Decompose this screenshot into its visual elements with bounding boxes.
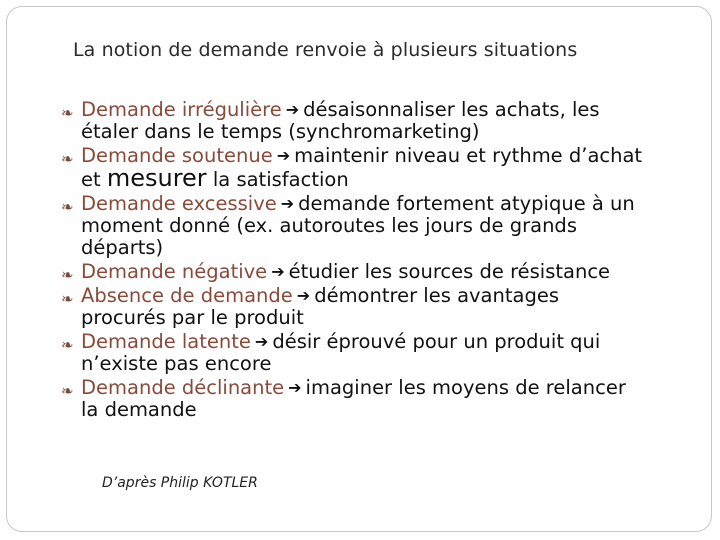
flourish-bullet-icon: ❧ — [61, 336, 74, 354]
demand-term: Demande soutenue — [81, 144, 273, 167]
item-text: et — [81, 168, 107, 191]
item-description: désaisonnaliser les achats, les — [303, 98, 600, 121]
item-description: étaler dans le temps (synchromarketing) — [81, 120, 480, 143]
item-description: étudier les sources de résistance — [288, 260, 611, 283]
slide-title: La notion de demande renvoie à plusieurs situations — [73, 39, 578, 61]
demand-term: Demande déclinante — [81, 376, 285, 399]
demand-term: Absence de demande — [81, 284, 293, 307]
list-item — [59, 99, 719, 143]
flourish-bullet-icon: ❧ — [61, 150, 74, 168]
item-description: la demande — [81, 398, 197, 421]
list-item — [59, 285, 719, 329]
right-arrow-icon: ➔ — [296, 286, 311, 305]
right-arrow-icon: ➔ — [271, 262, 285, 281]
emphasized-word: mesurer — [106, 164, 207, 192]
item-description: n’existe pas encore — [81, 352, 272, 375]
right-arrow-icon: ➔ — [288, 378, 302, 397]
item-description: maintenir niveau et rythme d’achat — [294, 144, 643, 167]
item-description: imaginer les moyens de relancer — [305, 376, 626, 399]
demand-term: Demande négative — [81, 260, 268, 283]
flourish-bullet-icon: ❧ — [61, 382, 74, 400]
list-item — [59, 331, 719, 375]
item-description: moment donné (ex. autoroutes les jours de grands — [81, 214, 577, 237]
right-arrow-icon: ➔ — [254, 332, 269, 351]
flourish-bullet-icon: ❧ — [61, 198, 74, 216]
right-arrow-icon: ➔ — [285, 100, 300, 119]
item-description — [81, 164, 719, 192]
list-item — [59, 145, 719, 191]
list-item — [59, 193, 719, 259]
item-text: la satisfaction — [206, 168, 349, 191]
item-description: départs) — [81, 236, 164, 259]
right-arrow-icon: ➔ — [276, 146, 291, 165]
item-description: désir éprouvé pour un produit qui — [272, 330, 601, 353]
list-item — [59, 377, 719, 421]
bullet-list — [59, 99, 719, 423]
right-arrow-icon: ➔ — [280, 194, 295, 213]
slide — [6, 6, 712, 532]
source-citation: D’après Philip KOTLER — [102, 475, 258, 491]
flourish-bullet-icon: ❧ — [61, 104, 74, 122]
item-description: procurés par le produit — [81, 306, 304, 329]
flourish-bullet-icon: ❧ — [61, 290, 74, 308]
demand-term: Demande latente — [81, 330, 251, 353]
demand-term: Demande irrégulière — [81, 98, 282, 121]
list-item — [59, 261, 719, 283]
demand-term: Demande excessive — [81, 192, 277, 215]
item-description: demande fortement atypique à un — [298, 192, 635, 215]
item-description: démontrer les avantages — [314, 284, 559, 307]
flourish-bullet-icon: ❧ — [61, 266, 74, 284]
